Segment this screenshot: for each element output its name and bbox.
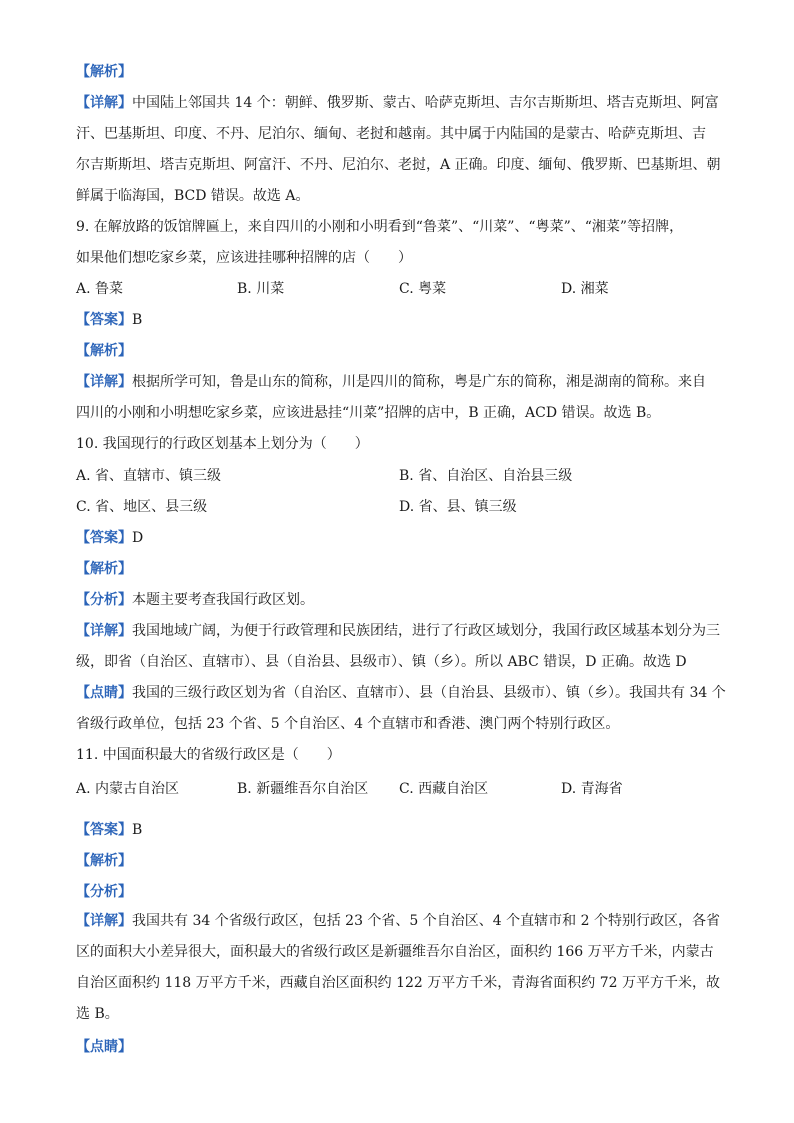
label-answer: 【答案】B: [76, 822, 143, 838]
detail-line: 尔吉斯斯坦、塔吉克斯坦、阿富汗、不丹、尼泊尔、老挝，A 正确。印度、缅甸、俄罗斯、巴基斯坦、朝: [76, 157, 721, 173]
question-10: 10. 我国现行的行政区划基本上划分为（ ）: [76, 436, 369, 452]
q9-option-c: C. 粤菜: [399, 281, 447, 297]
q11-option-d: D. 青海省: [561, 781, 623, 797]
label-analysis: 【解析】: [76, 343, 132, 359]
label-tip: 【点睛】: [76, 1039, 132, 1055]
q10-option-a: A. 省、直辖市、镇三级: [76, 468, 222, 484]
detail-paragraph-11: 【详解】我国共有 34 个省级行政区，包括 23 个省、5 个自治区、4 个直辖市和 2 个特别行政区，各省区的面积大小差异很大，面积最大的省级行政区是新疆维吾尔自治区，面积约 166 万平方千米，内蒙古自治区面积约 118 万平方千米，西藏自治区面积约 122 万平方千米，青海省面积约 72 万平方千米，故选 B。: [76, 913, 720, 1022]
tip-line: 省级行政单位，包括 23 个省、5 个自治区、4 个直辖市和香港、澳门两个特别行政区。: [76, 716, 620, 732]
question-9: 9. 在解放路的饭馆牌匾上，来自四川的小刚和小明看到“鲁菜”、“川菜”、“粤菜”、“湘菜”等招牌，: [76, 219, 684, 235]
label-answer: 【答案】B: [76, 312, 143, 328]
q11-option-c: C. 西藏自治区: [399, 781, 489, 797]
detail-line: 级，即省（自治区、直辖市）、县（自治县、县级市）、镇（乡）。所以 ABC 错误，D 正确。故选 D: [76, 654, 687, 670]
q9-option-a: A. 鲁菜: [76, 281, 124, 297]
detail-line: 【详解】中国陆上邻国共 14 个：朝鲜、俄罗斯、蒙古、哈萨克斯坦、吉尔吉斯斯坦、塔吉克斯坦、阿富: [76, 95, 719, 111]
label-summary: 【分析】: [76, 884, 132, 900]
q9-option-b: B. 川菜: [237, 281, 285, 297]
detail-line: 汗、巴基斯坦、印度、不丹、尼泊尔、缅甸、老挝和越南。其中属于内陆国的是蒙古、哈萨克斯坦、吉: [76, 126, 706, 142]
tip-line: 【点睛】我国的三级行政区划为省（自治区、直辖市）、县（自治县、县级市）、镇（乡）。我国共有 34 个: [76, 685, 726, 701]
label-analysis: 【解析】: [76, 561, 132, 577]
detail-line: 四川的小刚和小明想吃家乡菜，应该进悬挂“川菜”招牌的店中，B 正确，ACD 错误。故选 B。: [76, 405, 661, 421]
q9-option-d: D. 湘菜: [561, 281, 609, 297]
q11-option-a: A. 内蒙古自治区: [76, 781, 180, 797]
q10-option-b: B. 省、自治区、自治县三级: [399, 468, 573, 484]
question-9-cont: 如果他们想吃家乡菜，应该进挂哪种招牌的店（ ）: [76, 250, 412, 266]
q11-option-b: B. 新疆维吾尔自治区: [237, 781, 369, 797]
label-analysis: 【解析】: [76, 64, 132, 80]
detail-line: 鲜属于临海国，BCD 错误。故选 A。: [76, 188, 310, 204]
q10-option-d: D. 省、县、镇三级: [399, 499, 517, 515]
label-summary: 【分析】本题主要考查我国行政区划。: [76, 592, 314, 608]
label-answer: 【答案】D: [76, 530, 144, 546]
detail-line: 【详解】根据所学可知，鲁是山东的简称，川是四川的简称，粤是广东的简称，湘是湖南的简称。来自: [76, 374, 706, 390]
q10-option-c: C. 省、地区、县三级: [76, 499, 208, 515]
label-analysis: 【解析】: [76, 853, 132, 869]
detail-line: 【详解】我国地域广阔，为便于行政管理和民族团结，进行了行政区域划分，我国行政区域基本划分为三: [76, 623, 720, 639]
question-11: 11. 中国面积最大的省级行政区是（ ）: [76, 747, 341, 763]
